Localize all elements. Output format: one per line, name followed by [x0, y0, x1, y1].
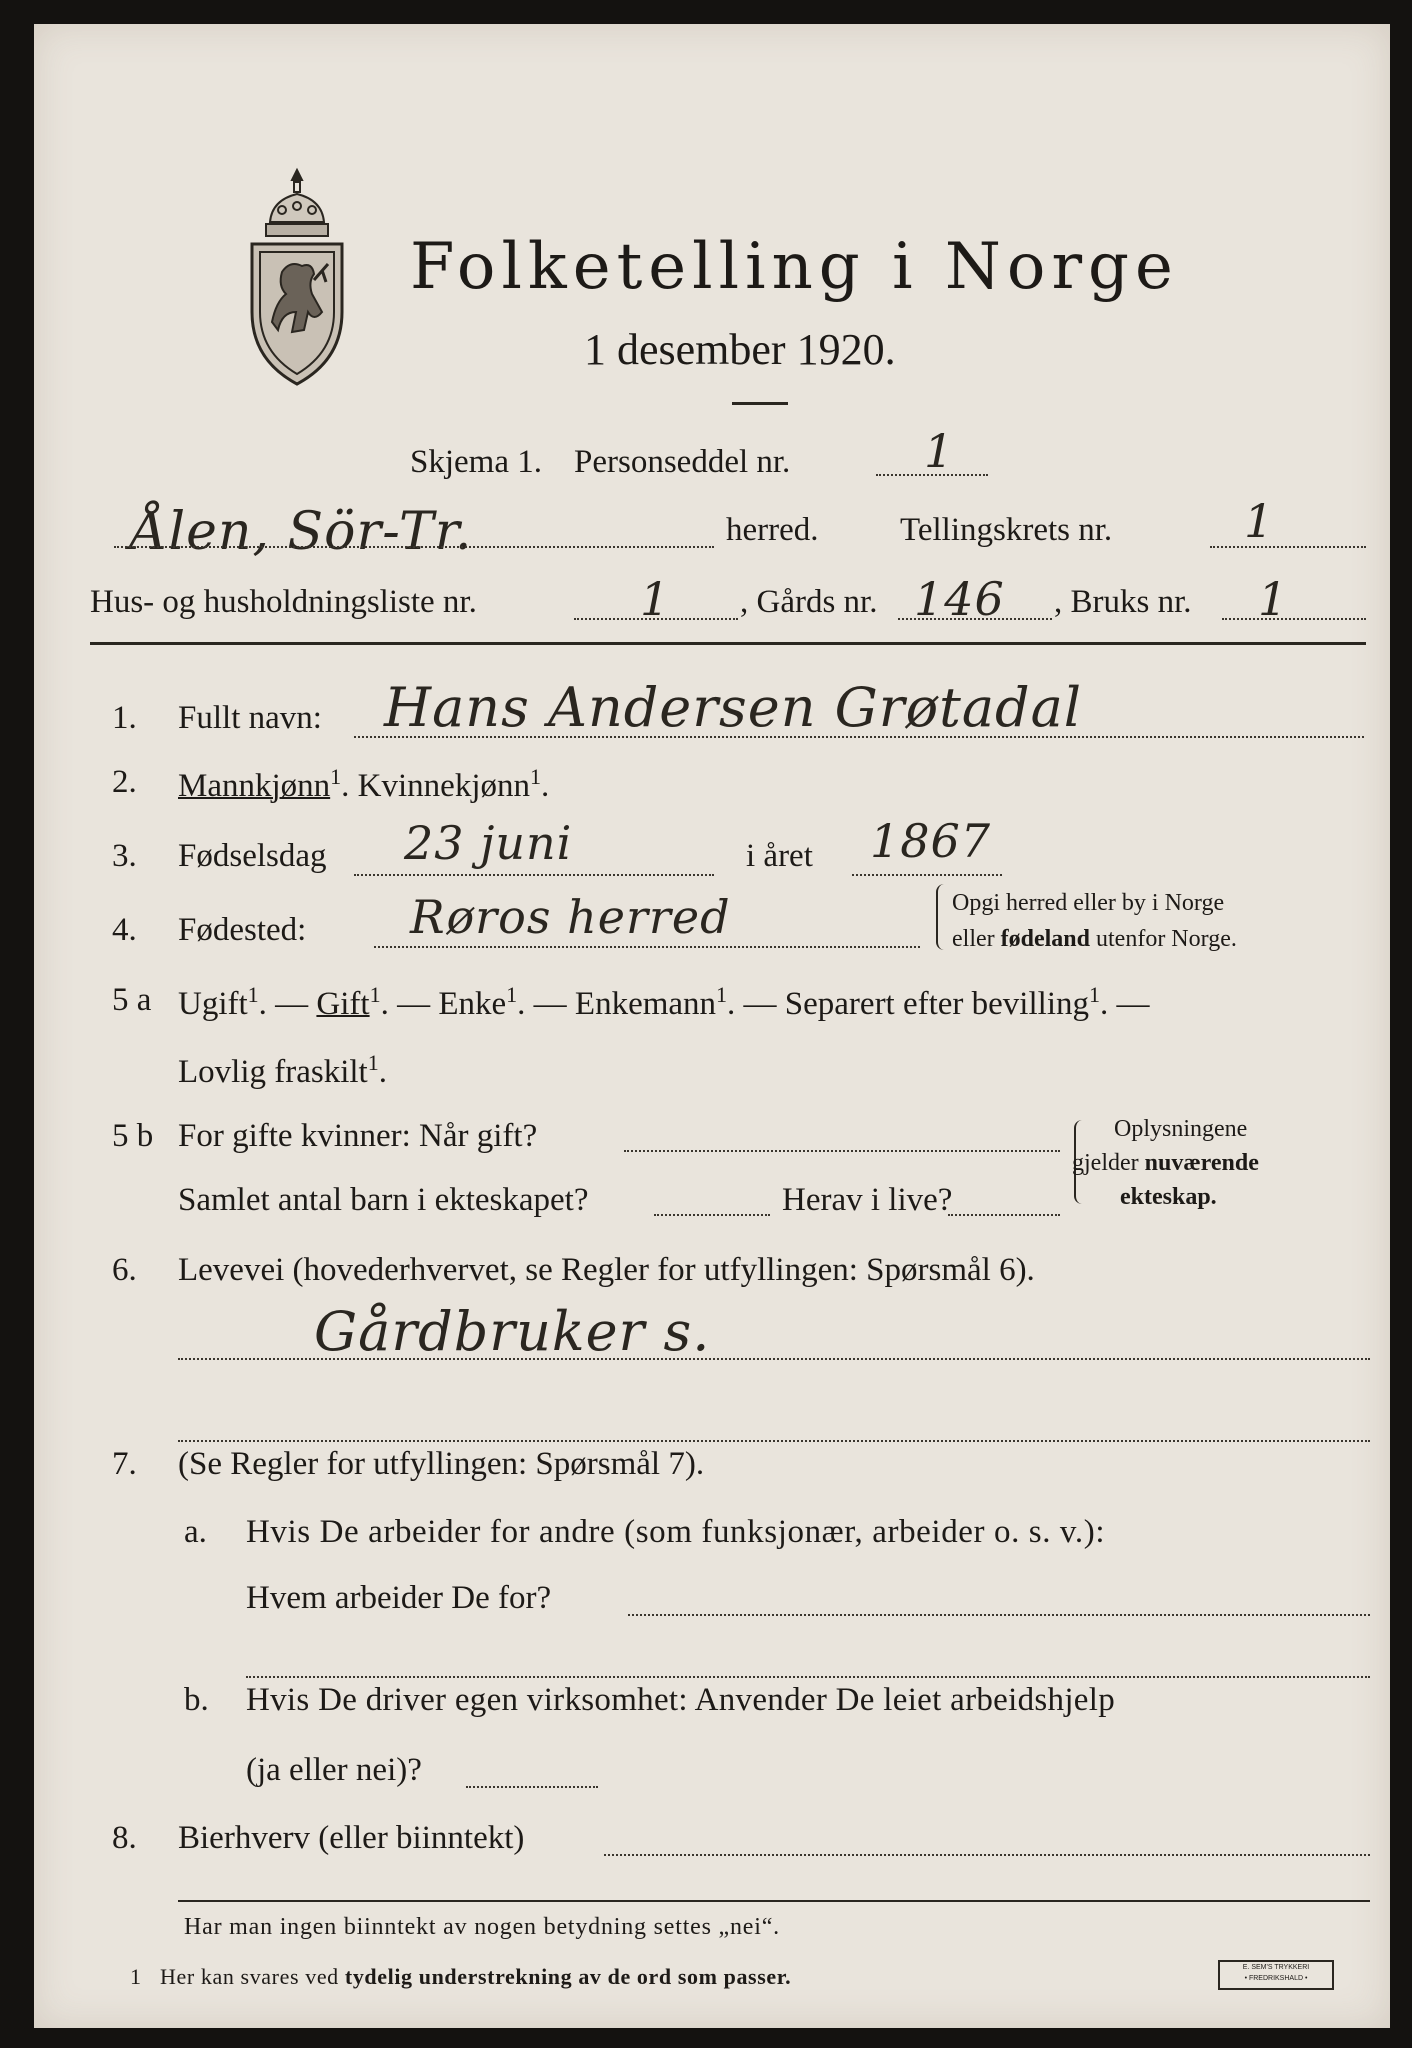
q6-number: 6.	[112, 1252, 137, 1288]
hus-value: 1	[640, 572, 671, 626]
q5b-number: 5 b	[112, 1118, 154, 1154]
herred-field[interactable]	[114, 546, 714, 548]
q5b-note-line1: Oplysningene	[1114, 1116, 1248, 1142]
herred-label: herred.	[726, 512, 819, 548]
ugift-option[interactable]: Ugift	[178, 986, 248, 1022]
form-title: Folketelling i Norge	[410, 230, 1179, 304]
q5a-options: Ugift$^1$. — Gift$^1$. — Enke$^1$. — Enkemann$^1$. — Separert efter bevilling$^1$. —	[178, 982, 1150, 1022]
q3-label: Fødselsdag	[178, 838, 327, 874]
kvinnekjonn-option[interactable]: Kvinnekjønn	[357, 768, 530, 804]
q5b-married-when-label: For gifte kvinner: Når gift?	[178, 1118, 538, 1154]
herred-value: Ålen, Sör-Tr.	[130, 502, 473, 562]
enkemann-option[interactable]: Enkemann	[574, 986, 717, 1022]
hired-help-field[interactable]	[466, 1786, 598, 1788]
skjema-label: Skjema 1.	[410, 444, 542, 480]
title-divider	[732, 402, 788, 405]
birth-year-value: 1867	[870, 814, 992, 868]
personseddel-value: 1	[924, 424, 955, 478]
q4-bracket	[936, 884, 946, 950]
q7b-question: (ja eller nei)?	[246, 1752, 422, 1788]
q7b-letter: b.	[184, 1682, 209, 1718]
married-when-field[interactable]	[624, 1150, 1060, 1152]
q5b-alive-label: Herav i live?	[782, 1182, 953, 1218]
gards-label: , Gårds nr.	[740, 584, 878, 620]
q4-note-line2: eller fødeland utenfor Norge.	[952, 926, 1237, 952]
birthday-field[interactable]	[354, 874, 714, 876]
separert-option[interactable]: Separert efter bevilling	[784, 986, 1089, 1022]
bruks-value: 1	[1258, 572, 1289, 626]
footer-rule	[178, 1900, 1370, 1902]
q5b-note-line3: ekteskap.	[1120, 1184, 1217, 1210]
q5a-options-line2: Lovlig fraskilt$^1$.	[178, 1050, 387, 1090]
year-label: i året	[746, 838, 813, 874]
q7a-letter: a.	[184, 1514, 207, 1550]
q2-number: 2.	[112, 764, 137, 800]
occupation-field-line2[interactable]	[178, 1440, 1370, 1442]
tellingskrets-label: Tellingskrets nr.	[900, 512, 1113, 548]
q7a-question: Hvem arbeider De for?	[246, 1580, 552, 1616]
q7-number: 7.	[112, 1446, 137, 1482]
q7-label: (Se Regler for utfyllingen: Spørsmål 7).	[178, 1446, 705, 1482]
no-income-note: Har man ingen biinntekt av nogen betydning settes „nei“.	[184, 1914, 780, 1940]
bruks-field[interactable]	[1222, 618, 1366, 620]
employer-field-line2[interactable]	[246, 1676, 1370, 1678]
q7b-text: Hvis De driver egen virksomhet: Anvender De leiet arbeidshjelp	[246, 1682, 1116, 1718]
birth-year-field[interactable]	[852, 874, 1002, 876]
gift-option[interactable]: Gift	[316, 986, 370, 1022]
printer-city: • FREDRIKSHALD •	[1244, 1975, 1308, 1982]
header-rule	[90, 642, 1366, 645]
gards-value: 146	[914, 572, 1005, 626]
norwegian-coat-of-arms-icon	[242, 162, 352, 392]
occupation-value: Gårdbruker s.	[314, 1300, 711, 1363]
q4-label: Fødested:	[178, 912, 307, 948]
q1-number: 1.	[112, 700, 137, 736]
enke-option[interactable]: Enke	[438, 986, 507, 1022]
census-date: 1 desember 1920.	[584, 325, 896, 374]
q1-label: Fullt navn:	[178, 700, 322, 736]
q6-label: Levevei (hovederhvervet, se Regler for utfyllingen: Spørsmål 6).	[178, 1252, 1035, 1288]
footnote-number: 1	[130, 1964, 141, 1989]
fraskilt-option[interactable]: Lovlig fraskilt	[178, 1054, 368, 1090]
children-count-field[interactable]	[654, 1214, 770, 1216]
printer-name: E. SEM'S TRYKKERI	[1242, 1964, 1310, 1971]
full-name-value: Hans Andersen Grøtadal	[384, 676, 1083, 739]
tellingskrets-field[interactable]	[1210, 546, 1366, 548]
q2-options: Mannkjønn$^1$. Kvinnekjønn$^1$.	[178, 764, 550, 804]
footnote-text: Her kan svares ved tydelig understrekning av de ord som passer.	[160, 1964, 792, 1989]
birthplace-field[interactable]	[374, 946, 920, 948]
q4-number: 4.	[112, 912, 137, 948]
children-alive-field[interactable]	[948, 1214, 1060, 1216]
printer-mark	[1218, 1960, 1334, 1990]
census-form	[34, 24, 1390, 2028]
employer-field-line1[interactable]	[628, 1614, 1370, 1616]
birthday-value: 23 juni	[404, 816, 573, 870]
q8-number: 8.	[112, 1820, 137, 1856]
q7a-text: Hvis De arbeider for andre (som funksjonær, arbeider o. s. v.):	[246, 1514, 1106, 1550]
q3-number: 3.	[112, 838, 137, 874]
tellingskrets-value: 1	[1244, 494, 1275, 548]
secondary-income-field[interactable]	[604, 1854, 1370, 1856]
q5b-children-label: Samlet antal barn i ekteskapet?	[178, 1182, 589, 1218]
q8-label: Bierhverv (eller biinntekt)	[178, 1820, 525, 1856]
occupation-field-line1[interactable]	[178, 1358, 1370, 1360]
mannkjonn-option[interactable]: Mannkjønn	[178, 768, 331, 804]
q5a-number: 5 a	[112, 982, 152, 1018]
birthplace-value: Røros herred	[410, 890, 731, 944]
q5b-note-line2: gjelder nuværende	[1072, 1150, 1259, 1176]
bruks-label: , Bruks nr.	[1054, 584, 1192, 620]
hus-label: Hus- og husholdningsliste nr.	[90, 584, 477, 620]
personseddel-label: Personseddel nr.	[574, 444, 791, 480]
q4-note-line1: Opgi herred eller by i Norge	[952, 890, 1225, 916]
